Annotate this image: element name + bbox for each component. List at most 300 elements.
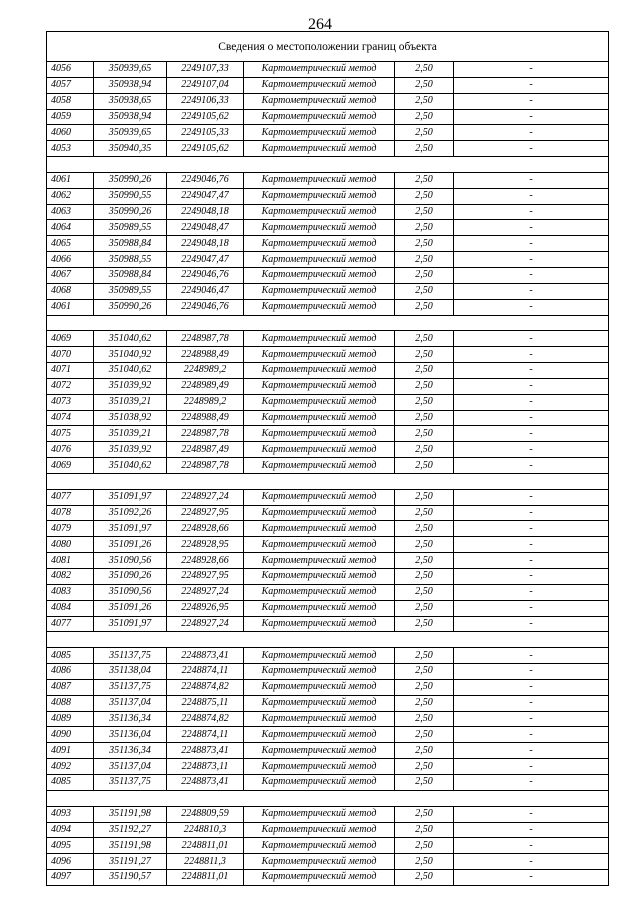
cell-method: Картометрический метод [244, 569, 395, 585]
cell-point-number: 4061 [47, 299, 94, 315]
table-row [47, 331, 609, 347]
cell-method: Картометрический метод [244, 838, 395, 854]
cell-point-number: 4057 [47, 77, 94, 93]
cell-coord-x: 351039,92 [94, 378, 167, 394]
table-row [47, 648, 609, 664]
cell-coord-y: 2249048,18 [167, 204, 244, 220]
cell-accuracy: 2,50 [395, 236, 454, 252]
cell-coord-x: 351091,26 [94, 600, 167, 616]
cell-method: Картометрический метод [244, 62, 395, 78]
cell-coord-y: 2248989,2 [167, 363, 244, 379]
table-row [47, 77, 609, 93]
cell-coord-y: 2249105,62 [167, 141, 244, 157]
cell-accuracy: 2,50 [395, 489, 454, 505]
cell-method: Картометрический метод [244, 172, 395, 188]
cell-coord-x: 350990,55 [94, 188, 167, 204]
cell-accuracy: 2,50 [395, 62, 454, 78]
cell-accuracy: 2,50 [395, 759, 454, 775]
cell-point-number: 4074 [47, 410, 94, 426]
cell-coord-x: 350990,26 [94, 299, 167, 315]
cell-point-number: 4060 [47, 125, 94, 141]
cell-coord-x: 351191,27 [94, 854, 167, 870]
cell-accuracy: 2,50 [395, 806, 454, 822]
cell-description: - [454, 77, 609, 93]
cell-method: Картометрический метод [244, 267, 395, 283]
cell-coord-x: 351038,92 [94, 410, 167, 426]
cell-method: Картометрический метод [244, 584, 395, 600]
cell-point-number: 4095 [47, 838, 94, 854]
table-row [47, 442, 609, 458]
cell-coord-y: 2248927,95 [167, 569, 244, 585]
table-row [47, 743, 609, 759]
table-row [47, 252, 609, 268]
table-row [47, 172, 609, 188]
cell-point-number: 4081 [47, 553, 94, 569]
cell-coord-y: 2249047,47 [167, 188, 244, 204]
cell-method: Картометрический метод [244, 600, 395, 616]
cell-description: - [454, 93, 609, 109]
cell-coord-y: 2248873,41 [167, 648, 244, 664]
cell-method: Картометрический метод [244, 410, 395, 426]
cell-description: - [454, 553, 609, 569]
cell-coord-x: 350988,55 [94, 252, 167, 268]
group-separator-cell [47, 157, 609, 173]
cell-description: - [454, 172, 609, 188]
cell-point-number: 4066 [47, 252, 94, 268]
cell-point-number: 4056 [47, 62, 94, 78]
cell-description: - [454, 410, 609, 426]
cell-description: - [454, 252, 609, 268]
cell-description: - [454, 743, 609, 759]
table-row [47, 537, 609, 553]
cell-accuracy: 2,50 [395, 537, 454, 553]
cell-accuracy: 2,50 [395, 743, 454, 759]
table-row [47, 616, 609, 632]
cell-coord-y: 2248928,95 [167, 537, 244, 553]
cell-accuracy: 2,50 [395, 252, 454, 268]
cell-description: - [454, 220, 609, 236]
table-row [47, 62, 609, 78]
cell-description: - [454, 299, 609, 315]
cell-coord-y: 2248926,95 [167, 600, 244, 616]
cell-method: Картометрический метод [244, 664, 395, 680]
cell-point-number: 4059 [47, 109, 94, 125]
cell-coord-y: 2248873,41 [167, 743, 244, 759]
cell-method: Картометрический метод [244, 616, 395, 632]
cell-coord-y: 2248873,11 [167, 759, 244, 775]
cell-point-number: 4085 [47, 774, 94, 790]
cell-accuracy: 2,50 [395, 172, 454, 188]
cell-coord-x: 351039,21 [94, 426, 167, 442]
group-separator-cell [47, 473, 609, 489]
cell-point-number: 4084 [47, 600, 94, 616]
table-row [47, 759, 609, 775]
table-row [47, 806, 609, 822]
cell-method: Картометрический метод [244, 220, 395, 236]
table-row [47, 426, 609, 442]
table-row [47, 664, 609, 680]
cell-description: - [454, 774, 609, 790]
cell-coord-x: 351137,75 [94, 774, 167, 790]
table-row [47, 378, 609, 394]
cell-coord-y: 2249105,62 [167, 109, 244, 125]
cell-coord-x: 350989,55 [94, 283, 167, 299]
cell-accuracy: 2,50 [395, 711, 454, 727]
cell-coord-y: 2248987,49 [167, 442, 244, 458]
cell-description: - [454, 489, 609, 505]
cell-point-number: 4067 [47, 267, 94, 283]
cell-description: - [454, 109, 609, 125]
cell-coord-y: 2249046,47 [167, 283, 244, 299]
table-row [47, 822, 609, 838]
cell-point-number: 4096 [47, 854, 94, 870]
cell-method: Картометрический метод [244, 695, 395, 711]
cell-method: Картометрический метод [244, 870, 395, 886]
cell-point-number: 4093 [47, 806, 94, 822]
cell-accuracy: 2,50 [395, 220, 454, 236]
cell-coord-x: 350989,55 [94, 220, 167, 236]
cell-point-number: 4082 [47, 569, 94, 585]
cell-description: - [454, 378, 609, 394]
table-row [47, 600, 609, 616]
table-row [47, 489, 609, 505]
cell-coord-y: 2248987,78 [167, 458, 244, 474]
cell-description: - [454, 584, 609, 600]
cell-coord-x: 351091,97 [94, 521, 167, 537]
cell-point-number: 4077 [47, 616, 94, 632]
cell-accuracy: 2,50 [395, 505, 454, 521]
cell-coord-y: 2248809,59 [167, 806, 244, 822]
cell-coord-x: 351040,62 [94, 458, 167, 474]
table-row [47, 870, 609, 886]
cell-point-number: 4069 [47, 331, 94, 347]
table-row [47, 299, 609, 315]
cell-accuracy: 2,50 [395, 363, 454, 379]
cell-coord-x: 350990,26 [94, 204, 167, 220]
cell-method: Картометрический метод [244, 252, 395, 268]
cell-coord-y: 2248989,2 [167, 394, 244, 410]
cell-coord-y: 2249047,47 [167, 252, 244, 268]
cell-coord-y: 2248988,49 [167, 410, 244, 426]
group-separator-cell [47, 315, 609, 331]
table-row [47, 93, 609, 109]
cell-coord-y: 2249106,33 [167, 93, 244, 109]
table-row [47, 584, 609, 600]
table-row [47, 679, 609, 695]
cell-coord-y: 2249046,76 [167, 299, 244, 315]
table-row [47, 125, 609, 141]
cell-method: Картометрический метод [244, 93, 395, 109]
cell-coord-x: 351091,97 [94, 616, 167, 632]
cell-method: Картометрический метод [244, 743, 395, 759]
table-row [47, 727, 609, 743]
cell-method: Картометрический метод [244, 489, 395, 505]
table-row [47, 774, 609, 790]
cell-coord-y: 2248987,78 [167, 426, 244, 442]
cell-point-number: 4072 [47, 378, 94, 394]
cell-accuracy: 2,50 [395, 569, 454, 585]
cell-description: - [454, 822, 609, 838]
cell-point-number: 4053 [47, 141, 94, 157]
table-row [47, 711, 609, 727]
cell-point-number: 4088 [47, 695, 94, 711]
cell-coord-x: 351040,62 [94, 331, 167, 347]
cell-coord-y: 2248988,49 [167, 347, 244, 363]
cell-accuracy: 2,50 [395, 584, 454, 600]
cell-point-number: 4077 [47, 489, 94, 505]
cell-accuracy: 2,50 [395, 125, 454, 141]
cell-method: Картометрический метод [244, 537, 395, 553]
group-separator-cell [47, 632, 609, 648]
cell-method: Картометрический метод [244, 521, 395, 537]
cell-coord-x: 351136,34 [94, 743, 167, 759]
cell-accuracy: 2,50 [395, 93, 454, 109]
cell-coord-x: 351091,97 [94, 489, 167, 505]
cell-coord-y: 2248811,01 [167, 838, 244, 854]
cell-accuracy: 2,50 [395, 854, 454, 870]
cell-coord-y: 2249046,76 [167, 172, 244, 188]
cell-coord-y: 2248875,11 [167, 695, 244, 711]
cell-coord-y: 2248987,78 [167, 331, 244, 347]
table-row [47, 838, 609, 854]
cell-coord-x: 351040,62 [94, 363, 167, 379]
cell-method: Картометрический метод [244, 774, 395, 790]
cell-coord-y: 2248928,66 [167, 553, 244, 569]
cell-coord-x: 351138,04 [94, 664, 167, 680]
table-row [47, 394, 609, 410]
cell-coord-y: 2248873,41 [167, 774, 244, 790]
cell-point-number: 4061 [47, 172, 94, 188]
cell-point-number: 4068 [47, 283, 94, 299]
cell-accuracy: 2,50 [395, 442, 454, 458]
cell-point-number: 4078 [47, 505, 94, 521]
cell-coord-x: 350938,65 [94, 93, 167, 109]
cell-description: - [454, 648, 609, 664]
group-separator-cell [47, 790, 609, 806]
cell-coord-y: 2248811,3 [167, 854, 244, 870]
cell-method: Картометрический метод [244, 394, 395, 410]
cell-coord-y: 2248989,49 [167, 378, 244, 394]
cell-coord-x: 351136,34 [94, 711, 167, 727]
cell-method: Картометрический метод [244, 204, 395, 220]
group-separator-row [47, 473, 609, 489]
cell-accuracy: 2,50 [395, 347, 454, 363]
cell-description: - [454, 331, 609, 347]
cell-coord-y: 2249105,33 [167, 125, 244, 141]
cell-method: Картометрический метод [244, 77, 395, 93]
cell-method: Картометрический метод [244, 442, 395, 458]
cell-accuracy: 2,50 [395, 188, 454, 204]
cell-method: Картометрический метод [244, 141, 395, 157]
cell-accuracy: 2,50 [395, 394, 454, 410]
cell-coord-x: 350938,94 [94, 109, 167, 125]
cell-description: - [454, 426, 609, 442]
cell-coord-x: 351190,57 [94, 870, 167, 886]
cell-accuracy: 2,50 [395, 553, 454, 569]
cell-point-number: 4070 [47, 347, 94, 363]
table-row [47, 505, 609, 521]
cell-accuracy: 2,50 [395, 77, 454, 93]
cell-method: Картометрический метод [244, 822, 395, 838]
cell-point-number: 4092 [47, 759, 94, 775]
cell-accuracy: 2,50 [395, 426, 454, 442]
cell-coord-x: 351136,04 [94, 727, 167, 743]
cell-method: Картометрический метод [244, 458, 395, 474]
cell-method: Картометрический метод [244, 854, 395, 870]
cell-coord-x: 351040,92 [94, 347, 167, 363]
table-row [47, 347, 609, 363]
cell-accuracy: 2,50 [395, 679, 454, 695]
cell-description: - [454, 125, 609, 141]
cell-method: Картометрический метод [244, 236, 395, 252]
cell-method: Картометрический метод [244, 426, 395, 442]
cell-point-number: 4075 [47, 426, 94, 442]
cell-point-number: 4086 [47, 664, 94, 680]
table-row [47, 553, 609, 569]
cell-coord-y: 2249107,04 [167, 77, 244, 93]
cell-accuracy: 2,50 [395, 410, 454, 426]
cell-coord-y: 2248874,82 [167, 679, 244, 695]
cell-method: Картометрический метод [244, 553, 395, 569]
cell-accuracy: 2,50 [395, 378, 454, 394]
table-row [47, 521, 609, 537]
cell-method: Картометрический метод [244, 331, 395, 347]
boundary-table [46, 31, 609, 886]
cell-accuracy: 2,50 [395, 695, 454, 711]
cell-coord-x: 350990,26 [94, 172, 167, 188]
cell-description: - [454, 62, 609, 78]
table-row [47, 410, 609, 426]
cell-accuracy: 2,50 [395, 664, 454, 680]
cell-accuracy: 2,50 [395, 109, 454, 125]
cell-coord-x: 350940,35 [94, 141, 167, 157]
group-separator-row [47, 157, 609, 173]
cell-description: - [454, 204, 609, 220]
cell-accuracy: 2,50 [395, 600, 454, 616]
cell-description: - [454, 505, 609, 521]
cell-coord-y: 2248927,24 [167, 489, 244, 505]
table-row [47, 283, 609, 299]
cell-method: Картометрический метод [244, 378, 395, 394]
table-row [47, 236, 609, 252]
cell-coord-y: 2249046,76 [167, 267, 244, 283]
cell-point-number: 4094 [47, 822, 94, 838]
cell-description: - [454, 600, 609, 616]
cell-description: - [454, 679, 609, 695]
table-row [47, 695, 609, 711]
table-row [47, 569, 609, 585]
cell-point-number: 4064 [47, 220, 94, 236]
cell-point-number: 4097 [47, 870, 94, 886]
cell-point-number: 4076 [47, 442, 94, 458]
cell-accuracy: 2,50 [395, 774, 454, 790]
cell-point-number: 4073 [47, 394, 94, 410]
cell-method: Картометрический метод [244, 505, 395, 521]
cell-coord-x: 351090,56 [94, 584, 167, 600]
cell-coord-y: 2248810,3 [167, 822, 244, 838]
cell-coord-x: 351090,56 [94, 553, 167, 569]
cell-point-number: 4087 [47, 679, 94, 695]
cell-coord-y: 2248928,66 [167, 521, 244, 537]
cell-description: - [454, 283, 609, 299]
cell-description: - [454, 854, 609, 870]
cell-coord-x: 350939,65 [94, 125, 167, 141]
cell-description: - [454, 695, 609, 711]
table-row [47, 220, 609, 236]
cell-accuracy: 2,50 [395, 822, 454, 838]
cell-point-number: 4058 [47, 93, 94, 109]
group-separator-row [47, 632, 609, 648]
cell-description: - [454, 141, 609, 157]
cell-coord-y: 2249048,47 [167, 220, 244, 236]
cell-coord-y: 2248927,95 [167, 505, 244, 521]
cell-description: - [454, 664, 609, 680]
cell-accuracy: 2,50 [395, 283, 454, 299]
cell-point-number: 4080 [47, 537, 94, 553]
cell-coord-y: 2248811,01 [167, 870, 244, 886]
cell-method: Картометрический метод [244, 188, 395, 204]
cell-accuracy: 2,50 [395, 521, 454, 537]
table-row [47, 267, 609, 283]
cell-coord-x: 351137,04 [94, 695, 167, 711]
cell-method: Картометрический метод [244, 648, 395, 664]
table-title-row [47, 32, 609, 62]
cell-coord-x: 351137,75 [94, 679, 167, 695]
cell-description: - [454, 267, 609, 283]
cell-coord-y: 2249048,18 [167, 236, 244, 252]
table-row [47, 204, 609, 220]
cell-description: - [454, 838, 609, 854]
cell-description: - [454, 759, 609, 775]
cell-description: - [454, 537, 609, 553]
cell-point-number: 4089 [47, 711, 94, 727]
cell-description: - [454, 806, 609, 822]
cell-method: Картометрический метод [244, 759, 395, 775]
cell-accuracy: 2,50 [395, 331, 454, 347]
cell-accuracy: 2,50 [395, 204, 454, 220]
cell-point-number: 4090 [47, 727, 94, 743]
cell-method: Картометрический метод [244, 283, 395, 299]
cell-description: - [454, 711, 609, 727]
cell-coord-x: 351090,26 [94, 569, 167, 585]
table-row [47, 363, 609, 379]
cell-description: - [454, 616, 609, 632]
table-row [47, 188, 609, 204]
table-row [47, 458, 609, 474]
cell-method: Картометрический метод [244, 347, 395, 363]
cell-coord-x: 351091,26 [94, 537, 167, 553]
cell-coord-y: 2248927,24 [167, 584, 244, 600]
cell-description: - [454, 236, 609, 252]
cell-coord-x: 351192,27 [94, 822, 167, 838]
cell-coord-x: 350988,84 [94, 236, 167, 252]
cell-coord-x: 350938,94 [94, 77, 167, 93]
cell-description: - [454, 521, 609, 537]
group-separator-row [47, 790, 609, 806]
cell-coord-x: 350988,84 [94, 267, 167, 283]
cell-coord-x: 351039,92 [94, 442, 167, 458]
page-number: 264 [308, 16, 332, 33]
cell-coord-x: 351039,21 [94, 394, 167, 410]
cell-coord-x: 351137,04 [94, 759, 167, 775]
cell-point-number: 4079 [47, 521, 94, 537]
cell-point-number: 4069 [47, 458, 94, 474]
cell-accuracy: 2,50 [395, 141, 454, 157]
cell-coord-y: 2248874,11 [167, 664, 244, 680]
cell-method: Картометрический метод [244, 125, 395, 141]
cell-description: - [454, 870, 609, 886]
table-title: Сведения о местоположении границ объекта [47, 32, 609, 62]
